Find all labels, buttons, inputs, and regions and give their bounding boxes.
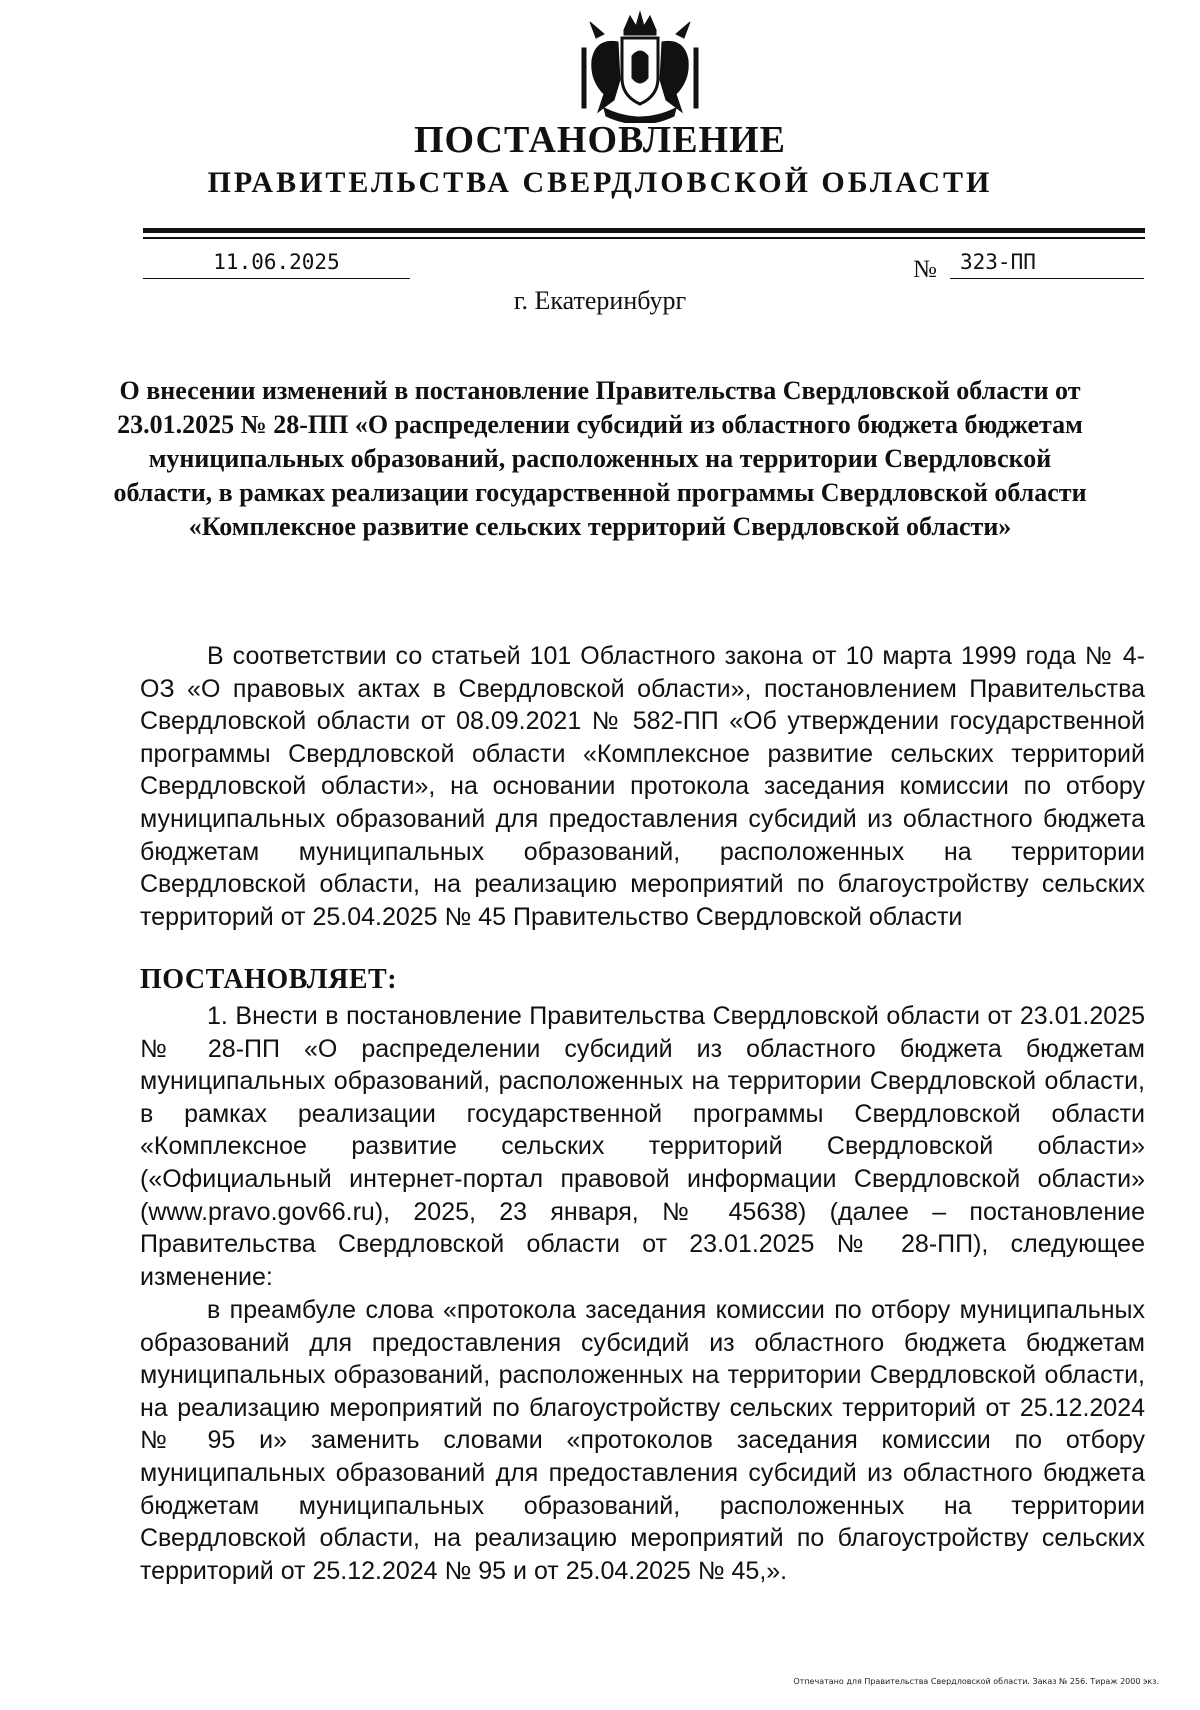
- header-thick-rule: [143, 228, 1145, 233]
- issuer-name: ПРАВИТЕЛЬСТВА СВЕРДЛОВСКОЙ ОБЛАСТИ: [207, 166, 993, 199]
- header-thin-rule: [143, 237, 1145, 239]
- place-of-issue: г. Екатеринбург: [513, 286, 687, 315]
- document-heading: О внесении изменений в постановление Правительства Свердловской области от 23.01.2025 № 28-ПП «О распределении субсидий из областного бюджета бюджетам муниципальных образований, расположенных на территории Свердловской области, в рамках реализации государственной программы Свердловской области «Комплексное развитие сельских территорий Свердловской области»: [113, 376, 1087, 541]
- print-note: Отпечатано для Правительства Свердловской области. Заказ № 256. Тираж 2000 экз.: [793, 1677, 1159, 1686]
- coat-of-arms-emblem: [574, 8, 706, 123]
- number-sign: №: [913, 256, 937, 283]
- item-1-change-paragraph: в преамбуле слова «протокола заседания комиссии по отбору муниципальных образований для предоставления субсидий из областного бюджета бюджетам муниципальных образований, расположенных на территории Свердловской области, на реализацию мероприятий по благоустройству сельских территорий от 25.12.2024 № 95 и» заменить словами «протоколов заседания комиссии по отбору муниципальных образований для предоставления субсидий из областного бюджета бюджетам муниципальных образований, расположенных на территории Свердловской области, на реализацию мероприятий по благоустройству сельских территорий от 25.12.2024 № 95 и от 25.04.2025 № 45,».: [140, 1296, 1145, 1585]
- preamble-paragraph: В соответствии со статьей 101 Областного закона от 10 марта 1999 года № 4-ОЗ «О правовых актах в Свердловской области», постановлением Правительства Свердловской области от 08.09.2021 № 582-ПП «Об утверждении государственной программы Свердловской области «Комплексное развитие сельских территорий Свердловской области», на основании протокола заседания комиссии по отбору муниципальных образований для предоставления субсидий из областного бюджета бюджетам муниципальных образований, расположенных на территории Свердловской области, на реализацию мероприятий по благоустройству сельских территорий от 25.04.2025 № 45 Правительство Свердловской области: [140, 642, 1145, 931]
- document-number: 323-ПП: [950, 250, 1144, 279]
- item-1-paragraph: 1. Внести в постановление Правительства Свердловской области от 23.01.2025 № 28-ПП «О распределении субсидий из областного бюджета бюджетам муниципальных образований, расположенных на территории Свердловской области, в рамках реализации государственной программы Свердловской области «Комплексное развитие сельских территорий Свердловской области» («Официальный интернет-портал правовой информации Свердловской области» (www.pravo.gov66.ru), 2025, 23 января, № 45638) (далее – постановление Правительства Свердловской области от 23.01.2025 № 28-ПП), следующее изменение:: [140, 1002, 1145, 1291]
- resolves-heading: ПОСТАНОВЛЯЕТ:: [140, 964, 398, 995]
- document-title: ПОСТАНОВЛЕНИЕ: [413, 119, 787, 161]
- document-date: 11.06.2025: [143, 250, 410, 279]
